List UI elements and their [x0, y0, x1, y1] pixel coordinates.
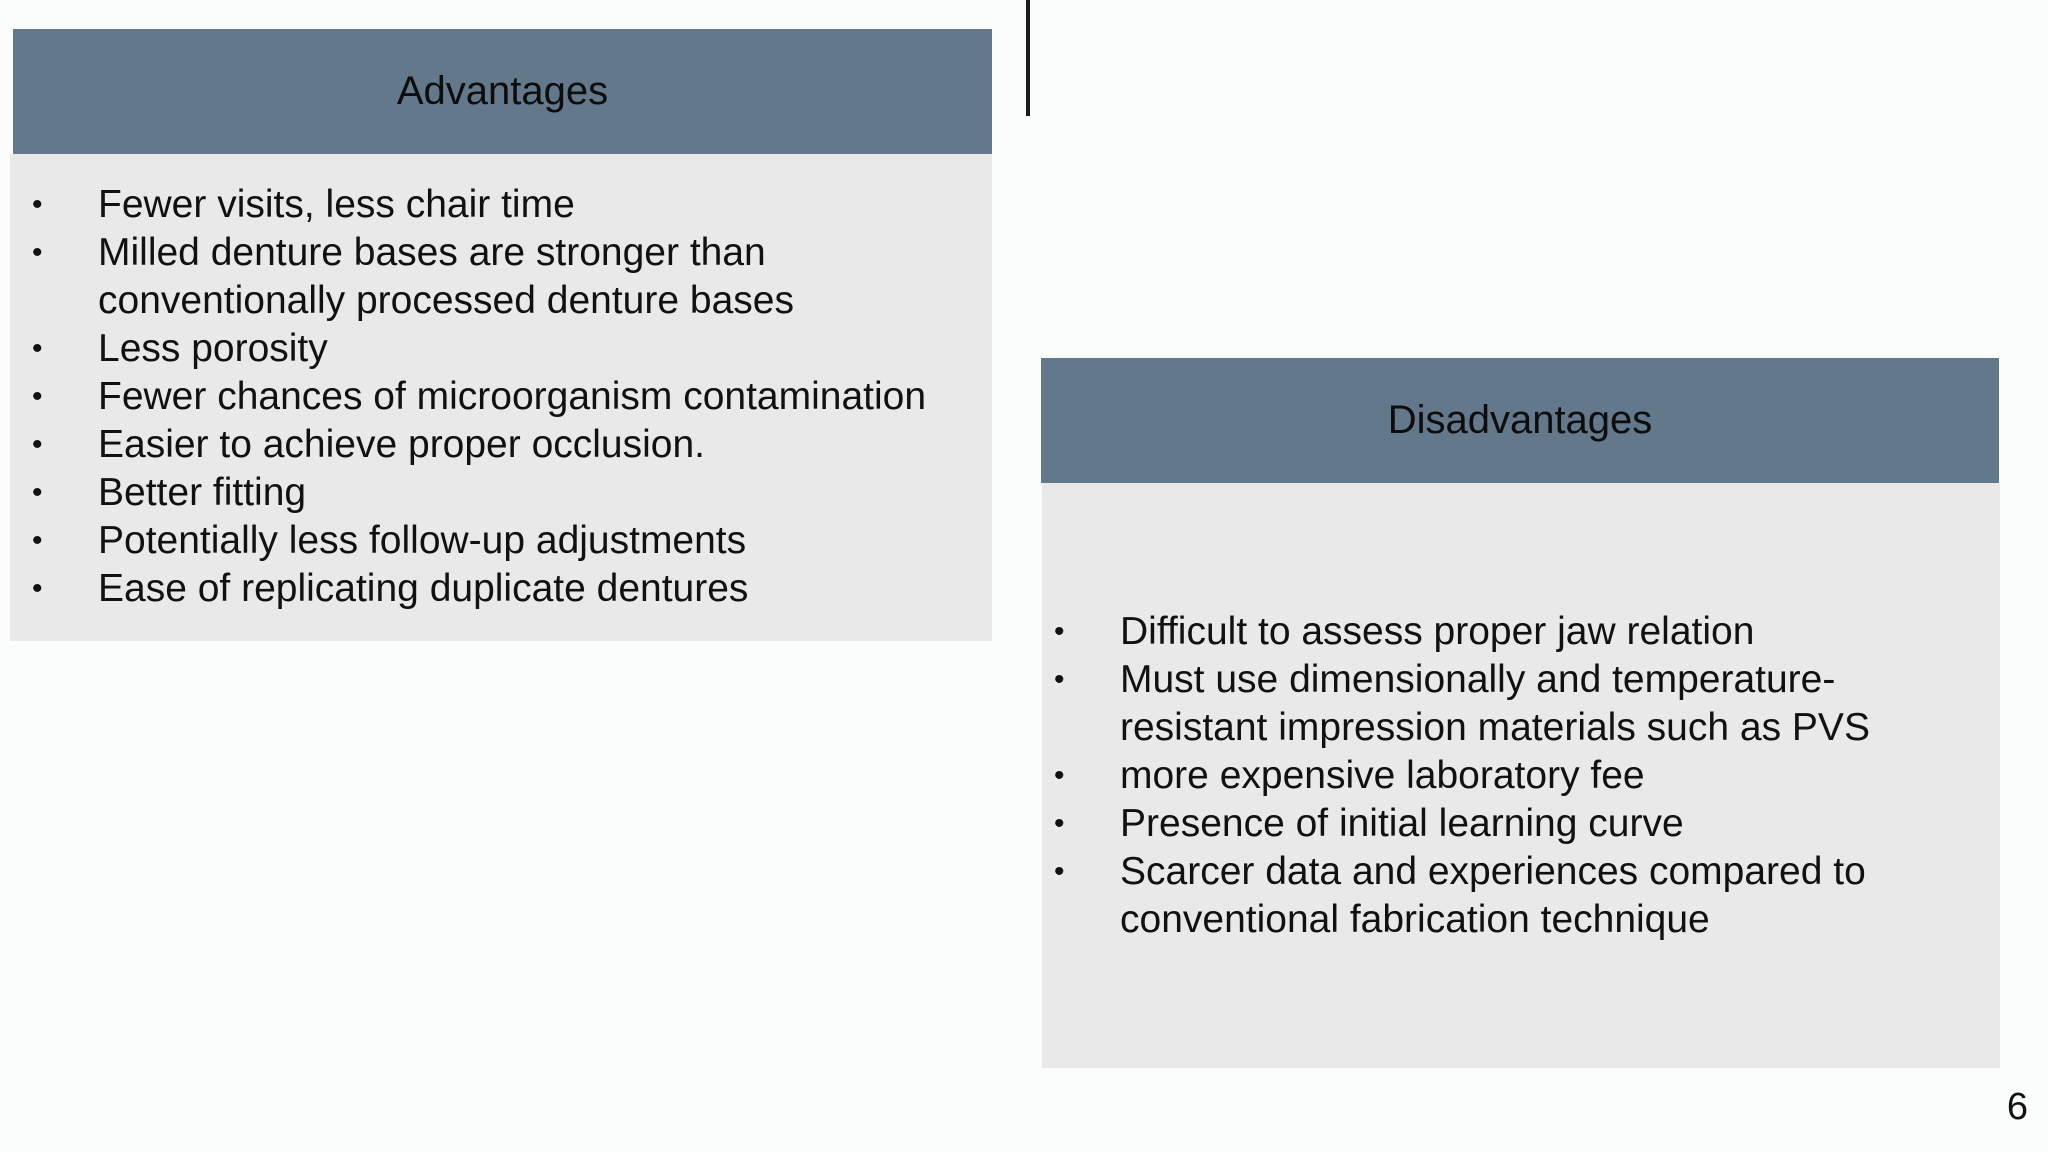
- vertical-divider: [1026, 0, 1030, 116]
- list-item: • more expensive laboratory fee: [1032, 752, 1972, 800]
- disadvantages-list: [1032, 608, 1972, 944]
- disadvantages-title: Disadvantages: [1387, 398, 1653, 442]
- list-item: • Must use dimensionally and temperature-resistant impression materials such as PVS: [1054, 658, 1870, 749]
- bullet-icon: •: [32, 236, 43, 269]
- bullet-icon: •: [1054, 663, 1065, 696]
- bullet-icon: •: [32, 188, 43, 221]
- list-item: • Presence of initial learning curve: [1032, 800, 1972, 848]
- list-item: • Scarcer data and experiences compared to conventional fabrication technique: [1054, 850, 1866, 941]
- list-item: • Ease of replicating duplicate dentures: [10, 565, 970, 613]
- bullet-icon: •: [32, 380, 43, 413]
- bullet-icon: •: [1054, 615, 1065, 648]
- bullet-icon: •: [32, 572, 43, 605]
- advantages-header: [13, 29, 992, 154]
- advantages-title: Advantages: [396, 69, 609, 113]
- advantages-list: [10, 181, 970, 613]
- list-item: • Less porosity: [10, 325, 970, 373]
- bullet-icon: •: [32, 476, 43, 509]
- page-number: 6: [2006, 1086, 2028, 1128]
- list-item: • Better fitting: [10, 469, 970, 517]
- list-item: • Difficult to assess proper jaw relation: [1032, 608, 1972, 656]
- list-item: • Milled denture bases are stronger than conventionally processed denture bases: [32, 231, 794, 322]
- list-item: • Easier to achieve proper occlusion.: [10, 421, 970, 469]
- bullet-icon: •: [1054, 807, 1065, 840]
- bullet-icon: •: [1054, 855, 1065, 888]
- bullet-icon: •: [1054, 759, 1065, 792]
- bullet-icon: •: [32, 332, 43, 365]
- list-item: • Potentially less follow-up adjustments: [10, 517, 970, 565]
- disadvantages-header: [1041, 358, 1999, 483]
- list-item: • Fewer visits, less chair time: [10, 181, 970, 229]
- bullet-icon: •: [32, 524, 43, 557]
- list-item: • Fewer chances of microorganism contamination: [10, 373, 970, 421]
- bullet-icon: •: [32, 428, 43, 461]
